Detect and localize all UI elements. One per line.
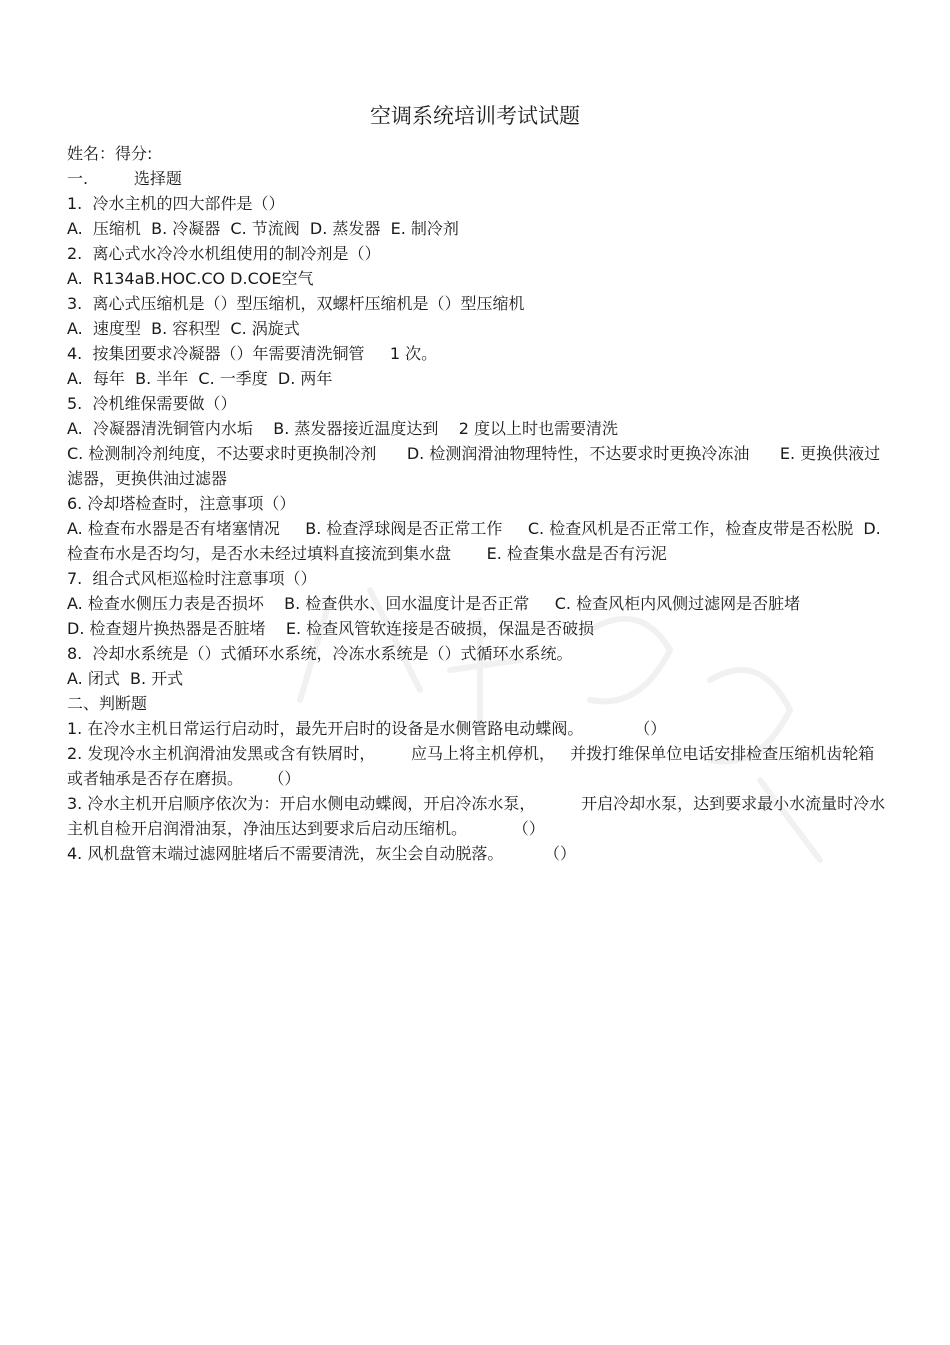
question-2-options: A. R134aB.HOC.CO D.COE空气 (67, 269, 314, 288)
question-5-options-cde: C. 检测制冷剂纯度，不达要求时更换制冷剂 D. 检测润滑油物理特性，不达要求时更换冷冻油 E. 更换供液过滤器，更换供油过滤器 (67, 444, 881, 488)
exam-body (67, 141, 887, 866)
question-3-options: A. 速度型 B. 容积型 C. 涡旋式 (67, 319, 300, 338)
question-5: 5. 冷机维保需要做（） (67, 394, 237, 413)
judgement-2: 2. 发现冷水主机润滑油发黑或含有铁屑时， 应马上将主机停机， 并拨打维保单位电话安排检查压缩机齿轮箱或者轴承是否存在磨损。 （） (67, 744, 875, 788)
question-8: 8. 冷却水系统是（）式循环水系统，冷冻水系统是（）式循环水系统。 (67, 644, 573, 663)
judgement-4: 4. 风机盘管末端过滤网脏堵后不需要清洗，灰尘会自动脱落。 （） (67, 844, 577, 863)
question-7-options-abc: A. 检查水侧压力表是否损坏 B. 检查供水、回水温度计是否正常 C. 检查风柜内风侧过滤网是否脏堵 (67, 594, 801, 613)
question-5-options-ab: A. 冷凝器清洗铜管内水垢 B. 蒸发器接近温度达到 2 度以上时也需要清洗 (67, 419, 619, 438)
question-6: 6. 冷却塔检查时，注意事项（） (67, 494, 296, 513)
section-heading-judgement: 二、判断题 (67, 694, 148, 713)
question-2: 2. 离心式水冷冷水机组使用的制冷剂是（） (67, 244, 381, 263)
judgement-3: 3. 冷水主机开启顺序依次为：开启水侧电动蝶阀，开启冷冻水泵， 开启冷却水泵，达到要求最小水流量时冷水主机自检开启润滑油泵，净油压达到要求后启动压缩机。 （） (67, 794, 886, 838)
question-8-options: A. 闭式 B. 开式 (67, 669, 184, 688)
question-3: 3. 离心式压缩机是（）型压缩机，双螺杆压缩机是（）型压缩机 (67, 294, 525, 313)
question-7: 7. 组合式风柜巡检时注意事项（） (67, 569, 317, 588)
question-1: 1. 冷水主机的四大部件是（） (67, 194, 285, 213)
question-1-options: A. 压缩机 B. 冷凝器 C. 节流阀 D. 蒸发器 E. 制冷剂 (67, 219, 459, 238)
section-heading-choice: 一. 选择题 (67, 169, 182, 188)
judgement-1: 1. 在冷水主机日常运行启动时，最先开启时的设备是水侧管路电动蝶阀。 （） (67, 719, 667, 738)
question-4-options: A. 每年 B. 半年 C. 一季度 D. 两年 (67, 369, 333, 388)
question-6-options: A. 检查布水器是否有堵塞情况 B. 检查浮球阀是否正常工作 C. 检查风机是否正常工作，检查皮带是否松脱 D. 检查布水是否均匀，是否水未经过填料直接流到集水盘 E. 检查集水盘是否有污泥 (67, 519, 886, 563)
document-title: 空调系统培训考试试题 (370, 104, 580, 128)
name-score-line: 姓名：得分: (67, 144, 153, 163)
question-4: 4. 按集团要求冷凝器（）年需要清洗铜管 1 次。 (67, 344, 438, 363)
question-7-options-de: D. 检查翅片换热器是否脏堵 E. 检查风管软连接是否破损，保温是否破损 (67, 619, 595, 638)
